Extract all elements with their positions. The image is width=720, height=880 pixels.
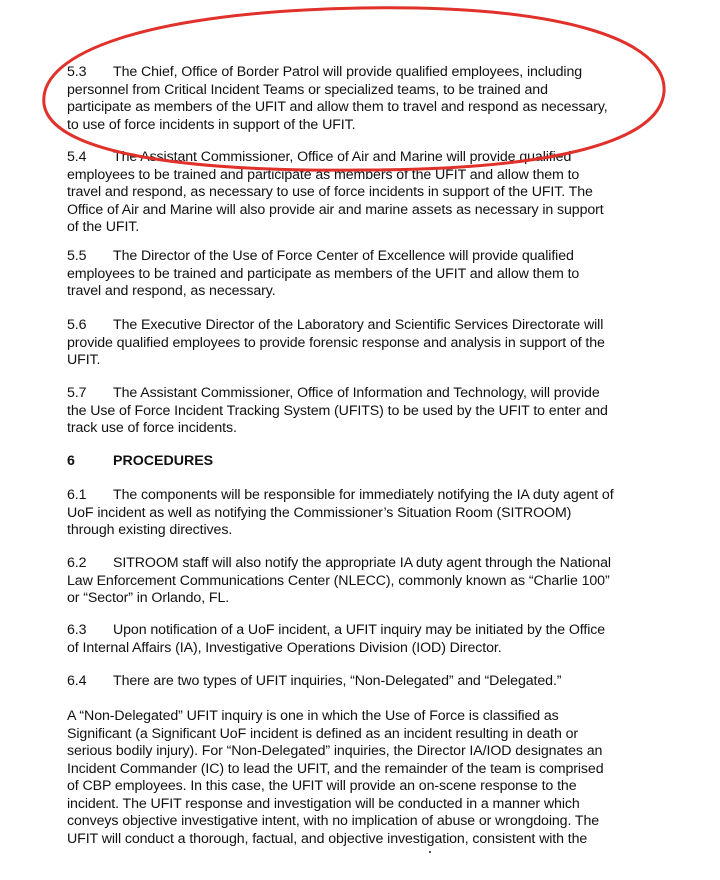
paragraph-line: There are two types of UFIT inquiries, “Non-Delegated” and “Delegated.” xyxy=(113,673,562,689)
paragraph-line: of the UFIT. xyxy=(67,219,140,235)
paragraph-line: through existing directives. xyxy=(67,522,233,538)
paragraph-6-4 xyxy=(67,673,652,691)
paragraph-number: 6.2 xyxy=(67,555,87,571)
paragraph-line: The Assistant Commissioner, Office of Information and Technology, will provide xyxy=(113,385,600,401)
section-title: PROCEDURES xyxy=(113,453,214,469)
paragraph-line: A “Non-Delegated” UFIT inquiry is one in which the Use of Force is classified as xyxy=(67,708,559,724)
paragraph-line: the Use of Force Incident Tracking System (UFITS) to be used by the UFIT to enter and xyxy=(67,402,608,419)
paragraph-5-7 xyxy=(67,385,652,438)
paragraph-5-5 xyxy=(67,248,652,301)
paragraph-line: Upon notification of a UoF incident, a UFIT inquiry may be initiated by the Office xyxy=(113,622,606,638)
section-number: 6 xyxy=(67,453,75,469)
paragraph-line: Law Enforcement Communications Center (NLECC), commonly known as “Charlie 100” xyxy=(67,572,610,589)
paragraph-line: The Executive Director of the Laboratory and Scientific Services Directorate will xyxy=(113,317,604,333)
paragraph-5-4 xyxy=(67,149,652,237)
paragraph-line: Incident Commander (IC) to lead the UFIT, and the remainder of the team is comprised xyxy=(67,760,604,777)
paragraph-line: employees to be trained and participate as members of the UFIT and allow them to xyxy=(67,265,580,282)
section-heading xyxy=(67,453,213,471)
paragraph-number: 5.7 xyxy=(67,385,87,401)
paragraph-number: 5.4 xyxy=(67,149,87,165)
paragraph-line: provide qualified employees to provide forensic response and analysis in support of the xyxy=(67,334,605,351)
paragraph-line: of CBP employees. In this case, the UFIT will provide an on-scene response to the xyxy=(67,778,577,794)
paragraph-line: travel and respond, as necessary to use of force incidents in support of the UFIT. The xyxy=(67,184,593,200)
paragraph-line: The Assistant Commissioner, Office of Air and Marine will provide qualified xyxy=(113,149,572,165)
paragraph-line: track use of force incidents. xyxy=(67,420,237,436)
paragraph-line: serious bodily injury). For “Non-Delegated” inquiries, the Director IA/IOD designates an xyxy=(67,743,603,759)
paragraph-line: travel and respond, as necessary. xyxy=(67,283,276,299)
paragraph-line: UoF incident as well as notifying the Commissioner’s Situation Room (SITROOM) xyxy=(67,504,572,521)
paragraph-6-3 xyxy=(67,622,652,657)
paragraph-non-delegated xyxy=(67,708,652,848)
paragraph-number: 6.3 xyxy=(67,622,87,638)
paragraph-6-1 xyxy=(67,487,652,540)
paragraph-line: SITROOM staff will also notify the appropriate IA duty agent through the National xyxy=(113,555,611,571)
paragraph-line: incident. The UFIT response and investigation will be conducted in a manner which xyxy=(67,795,580,812)
paragraph-line: of Internal Affairs (IA), Investigative Operations Division (IOD) Director. xyxy=(67,639,502,656)
paragraph-number: 5.3 xyxy=(67,64,87,80)
paragraph-line: conveys objective investigative intent, with no implication of abuse or wrongdoing. The xyxy=(67,813,600,829)
paragraph-number: 6.4 xyxy=(67,673,87,689)
paragraph-line: personnel from Critical Incident Teams or specialized teams, to be trained and xyxy=(67,81,548,98)
paragraph-number: 5.5 xyxy=(67,248,87,264)
paragraph-line: or “Sector” in Orlando, FL. xyxy=(67,590,230,606)
scan-speck xyxy=(429,851,431,853)
paragraph-line: Significant (a Significant UoF incident is defined as an incident resulting in death or xyxy=(67,725,579,742)
paragraph-number: 6.1 xyxy=(67,487,87,503)
paragraph-6-2 xyxy=(67,555,652,608)
paragraph-line: participate as members of the UFIT and allow them to travel and respond as necessary, xyxy=(67,99,608,115)
paragraph-line: The Director of the Use of Force Center of Excellence will provide qualified xyxy=(113,248,574,264)
paragraph-line: The components will be responsible for immediately notifying the IA duty agent of xyxy=(113,487,614,503)
paragraph-5-3 xyxy=(67,64,652,134)
paragraph-line: Office of Air and Marine will also provide air and marine assets as necessary in support xyxy=(67,201,604,218)
paragraph-number: 5.6 xyxy=(67,317,87,333)
paragraph-line: UFIT will conduct a thorough, factual, and objective investigation, consistent with the xyxy=(67,830,588,847)
paragraph-line: UFIT. xyxy=(67,352,101,368)
paragraph-line: employees to be trained and participate as members of the UFIT and allow them to xyxy=(67,166,580,183)
paragraph-5-6 xyxy=(67,317,652,370)
paragraph-line: to use of force incidents in support of the UFIT. xyxy=(67,116,356,133)
paragraph-line: The Chief, Office of Border Patrol will provide qualified employees, including xyxy=(113,64,583,80)
